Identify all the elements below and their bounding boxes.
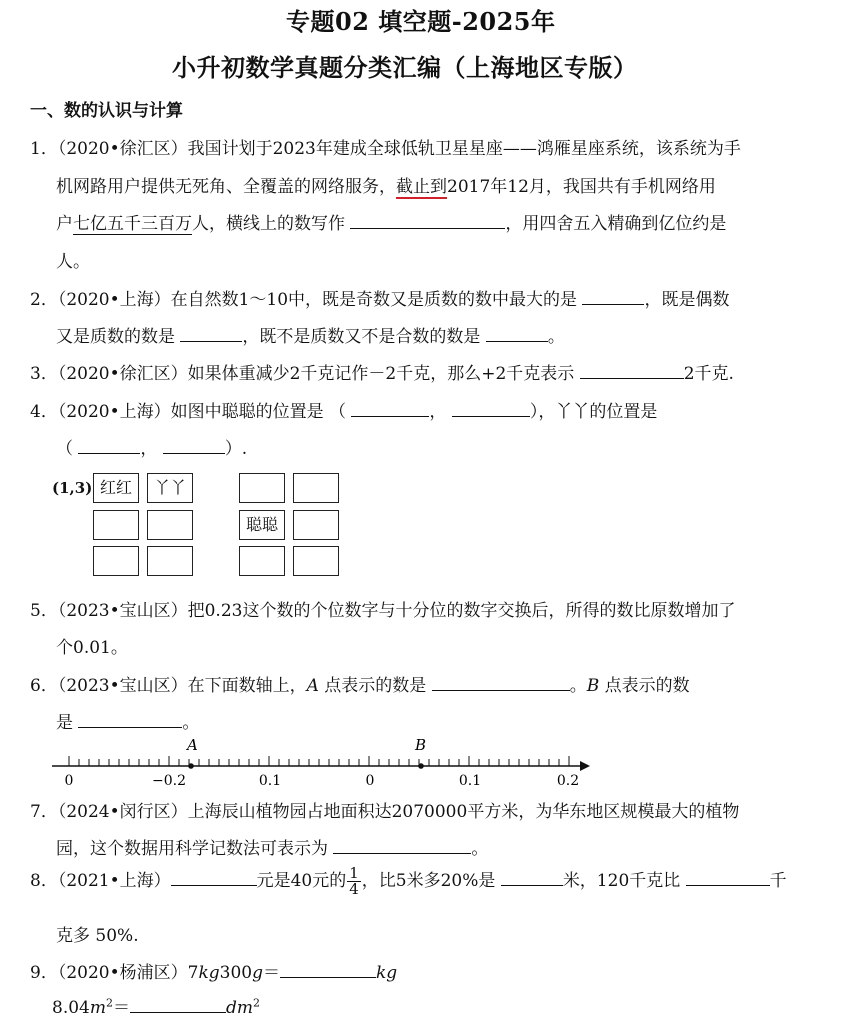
fraction-denominator: 4 [349,880,359,898]
answer-blank[interactable] [582,290,644,305]
answer-blank[interactable] [501,871,563,886]
answer-blank[interactable] [163,439,225,454]
q5-line2: 个0.01。 [56,638,128,658]
grid-cell-yaya: 丫丫 [147,473,193,503]
q6-text: 。 [182,713,200,733]
q1-underlined-number: 七亿五千三百万 [73,214,192,234]
q2-text: 2．（2020•上海）在自然数1～10中，既是奇数又是质数的数中最大的是 [30,290,578,310]
point-b-label: B [415,736,427,754]
answer-blank[interactable] [452,402,530,417]
q6-line1 [30,671,690,696]
grid-cell [293,546,339,576]
q3-line [30,359,734,384]
q9-text: 9．（2020•杨浦区）7 [30,963,199,983]
grid-cell [293,510,339,540]
tick-label: 0.2 [556,773,580,789]
answer-blank[interactable] [78,439,140,454]
q1-text: 2017年12月，我国共有手机网络用 [447,177,716,197]
unit-g: g [252,963,263,983]
q3-text: 3．（2020•徐汇区）如果体重减少2千克记作－2千克，那么+2千克表示 [30,364,575,384]
q8-text: 千 [769,871,787,891]
q2-text: ，既是偶数 [644,290,730,310]
q2-text: 。 [547,327,565,347]
grid-cell [239,473,285,503]
point-b-dot [418,763,424,769]
q6-text: 是 [56,713,73,733]
unit-dm: dm [225,998,253,1018]
q9-text: ＝ [112,998,130,1018]
fraction-one-quarter [347,866,361,897]
answer-blank[interactable] [78,713,182,728]
unit-m: m [89,998,106,1018]
q8-line2: 克多 50%. [56,926,139,946]
page-subtitle: 小升初数学真题分类汇编（上海地区专版） [172,53,638,82]
number-line [48,734,598,790]
grid-cell [239,546,285,576]
answer-blank[interactable] [171,871,257,886]
q2-line2 [56,322,565,347]
q6-text: 点表示的数 [604,676,690,696]
q9-line2 [52,993,260,1018]
tick-label: 0.1 [458,773,482,789]
grid-cell-hong: 红红 [93,473,139,503]
section-heading: 一、数的认识与计算 [30,101,183,121]
q1-line2 [56,172,716,197]
q8-text: ，比5米多20%是 [361,871,496,891]
tick-label: −0.2 [152,773,186,789]
fraction-numerator: 1 [349,864,359,882]
q1-text: 户 [56,214,73,234]
point-a-label: A [187,736,198,754]
q6-point-a: A [306,676,319,696]
number-line-ticks [69,756,569,766]
grid-cell [293,473,339,503]
q7-line2 [56,834,488,859]
q2-text: ，既不是质数又不是合数的数是 [242,327,481,347]
q1-text: 人，横线上的数写作 [192,214,345,234]
tick-label: 0.1 [258,773,282,789]
grid-cell-congcong: 聪聪 [239,510,285,540]
q2-text: 又是质数的数是 [56,327,175,347]
q4-text: 4．（2020•上海）如图中聪聪的位置是 （ [30,402,347,422]
unit-kg: kg [375,963,398,983]
answer-blank[interactable] [432,676,570,691]
page-title: 专题02 填空题-2025年 [286,7,556,36]
tick-label: 0 [64,773,74,789]
answer-blank[interactable] [350,214,505,229]
q1-text: ，用四舍五入精确到亿位约是 [505,214,727,234]
answer-blank[interactable] [686,871,770,886]
q8-line1 [30,866,787,897]
grid-cell [93,546,139,576]
number-line-arrow [580,761,590,771]
q6-text: 。 [569,676,587,696]
grid-cell [147,546,193,576]
q6-text: 点表示的数是 [324,676,427,696]
q8-text: 米，120千克比 [562,871,681,891]
q6-point-b: B [586,676,600,696]
answer-blank[interactable] [333,839,471,854]
q8-text: 8．（2021•上海） [30,871,171,891]
q9-line1 [30,958,397,983]
q1-line4: 人。 [56,252,90,272]
q1-line3 [56,209,726,234]
q3-text: 2千克. [683,364,734,384]
tick-label: 0 [365,773,375,789]
answer-blank[interactable] [486,327,548,342]
answer-blank[interactable] [280,963,376,978]
q4-text: ）. [224,439,248,459]
q4-text: （ [56,439,73,459]
q4-text: ， [429,402,447,422]
grid-cell [147,510,193,540]
q7-line1: 7．（2024•闵行区）上海辰山植物园占地面积达2070000平方米，为华东地区规模最大的植物 [30,802,740,822]
q9-text: 300 [219,963,253,983]
superscript: 2 [105,996,113,1010]
q4-line1 [30,397,657,422]
q7-text: 园，这个数据用科学记数法可表示为 [56,839,328,859]
superscript: 2 [253,996,260,1010]
q6-line2 [56,708,199,733]
answer-blank[interactable] [130,998,226,1013]
q5-line1: 5．（2023•宝山区）把0.23这个数的个位数字与十分位的数字交换后，所得的数比原数增加了 [30,601,736,621]
q4-text: ），丫丫的位置是 [529,402,658,422]
q1-red-underline: 截止到 [396,177,447,197]
answer-blank[interactable] [580,364,684,379]
grid-cell [93,510,139,540]
answer-blank[interactable] [351,402,429,417]
q8-text: 元是40元的 [256,871,347,891]
q9-text: ＝ [262,963,280,983]
q1-line1: 1．（2020•徐汇区）我国计划于2023年建成全球低轨卫星星座——鸿雁星座系统，该系统为手 [30,139,741,159]
q1-text: 机网路用户提供无死角、全覆盖的网络服务， [56,177,396,197]
unit-kg: kg [198,963,220,983]
q4-line2 [56,434,247,459]
point-a-dot [188,763,194,769]
q4-text: ， [140,439,158,459]
answer-blank[interactable] [180,327,242,342]
q2-line1 [30,285,729,310]
q7-text: 。 [471,839,489,859]
grid-coord-label: (1,3) [52,479,93,497]
q6-text: 6．（2023•宝山区）在下面数轴上， [30,676,307,696]
q9-text: 8.04 [52,998,90,1018]
